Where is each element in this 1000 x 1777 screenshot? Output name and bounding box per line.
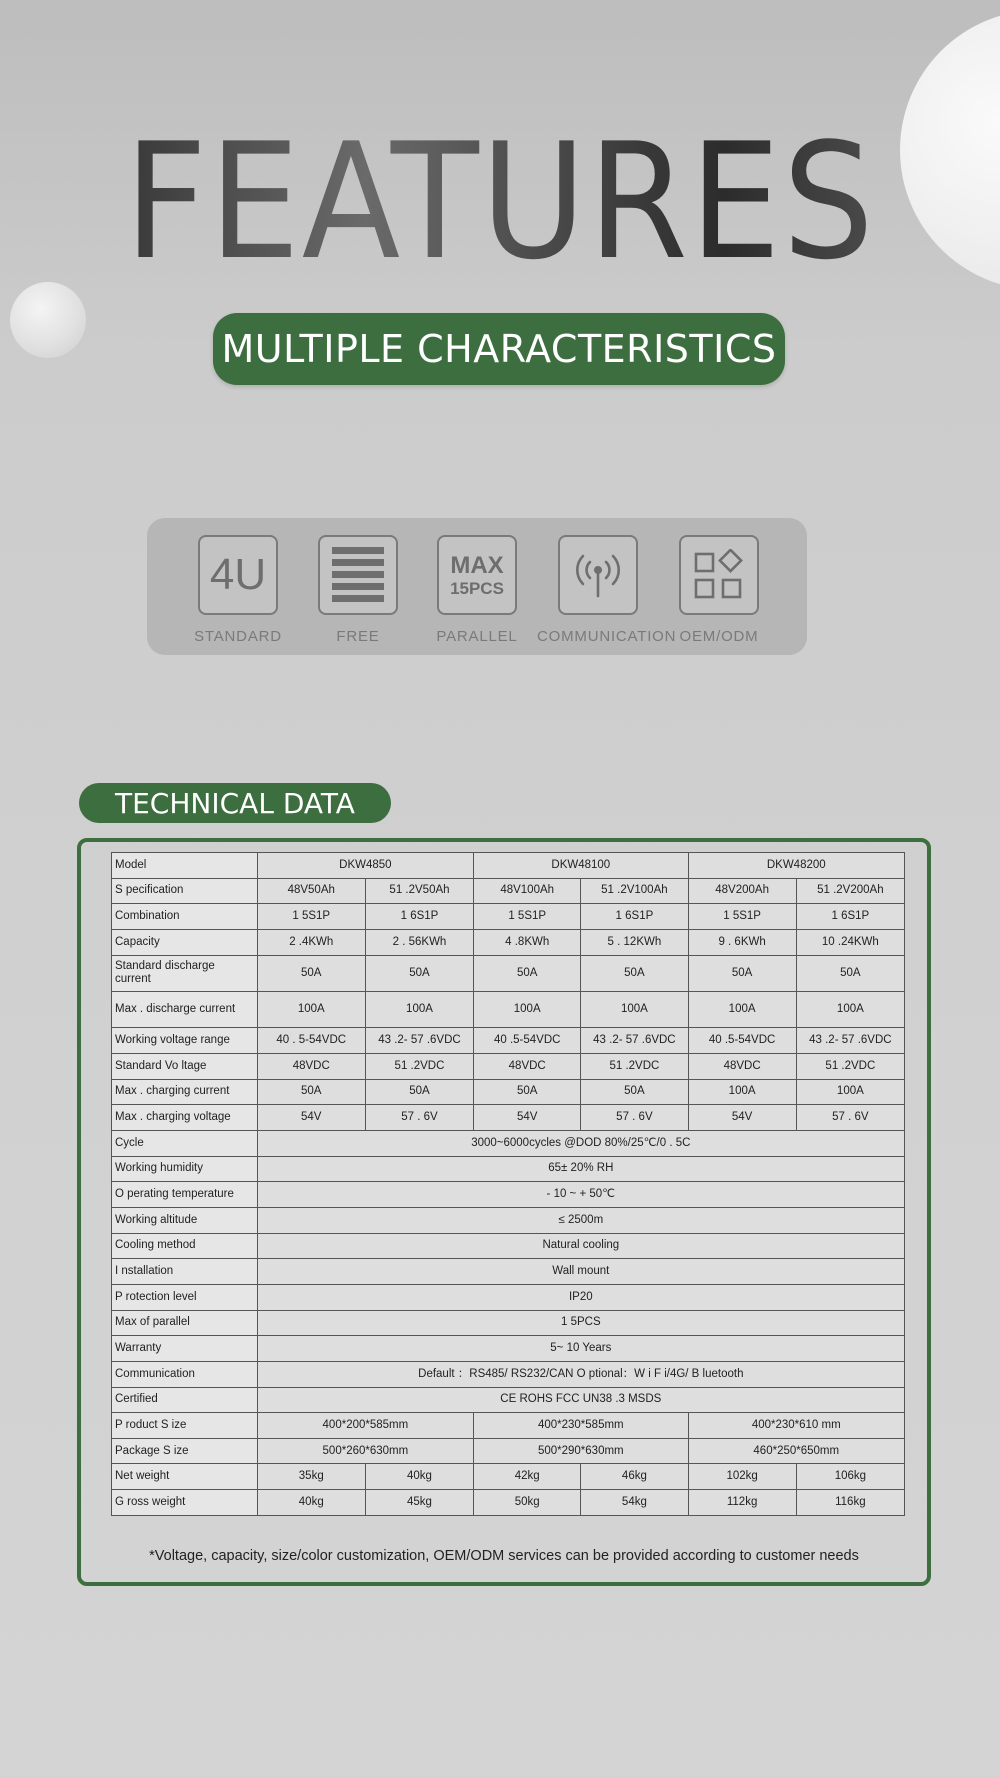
decorative-small-bubble [10, 282, 86, 358]
table-cell: 54kg [581, 1490, 688, 1516]
table-cell: 400*200*585mm [257, 1413, 473, 1439]
model-header-cell: DKW48100 [474, 853, 688, 879]
feature-label: STANDARD [194, 628, 282, 645]
table-cell: 54V [688, 1105, 796, 1131]
table-cell: 100A [474, 991, 581, 1027]
table-cell: 1 6S1P [365, 904, 473, 930]
table-cell: 9 . 6KWh [688, 929, 796, 955]
row-label: Working altitude [112, 1207, 258, 1233]
row-label: S pecification [112, 878, 258, 904]
table-cell: 57 . 6V [581, 1105, 688, 1131]
table-cell: 40 . 5-54VDC [257, 1028, 365, 1054]
table-row [112, 1130, 905, 1156]
table-cell: 500*260*630mm [257, 1438, 473, 1464]
table-row [112, 929, 905, 955]
table-cell: 50A [474, 1079, 581, 1105]
feature-communication [537, 535, 677, 645]
row-label: G ross weight [112, 1490, 258, 1516]
table-cell: 40 .5-54VDC [688, 1028, 796, 1054]
table-cell: 5~ 10 Years [257, 1336, 904, 1362]
table-cell: 48VDC [257, 1053, 365, 1079]
table-row [112, 1361, 905, 1387]
table-cell: 100A [257, 991, 365, 1027]
table-cell: 50A [257, 955, 365, 991]
table-cell: 51 .2V100Ah [581, 878, 688, 904]
table-row [112, 1259, 905, 1285]
table-cell: 46kg [581, 1464, 688, 1490]
table-cell: IP20 [257, 1284, 904, 1310]
max-icon-top-text: MAX [450, 551, 504, 579]
feature-oem-odm [658, 535, 780, 645]
feature-parallel [416, 535, 538, 645]
model-header-cell: DKW48200 [688, 853, 905, 879]
signal-icon [558, 535, 638, 615]
row-label: Capacity [112, 929, 258, 955]
table-cell: 48VDC [688, 1053, 796, 1079]
table-row [112, 1310, 905, 1336]
table-row [112, 1284, 905, 1310]
table-cell: 42kg [474, 1464, 581, 1490]
row-label: O perating temperature [112, 1182, 258, 1208]
table-cell: 102kg [688, 1464, 796, 1490]
row-label: Max . charging current [112, 1079, 258, 1105]
table-cell: 50A [474, 955, 581, 991]
row-label: Combination [112, 904, 258, 930]
table-cell: 1 5S1P [688, 904, 796, 930]
table-cell: Natural cooling [257, 1233, 904, 1259]
feature-standard [177, 535, 299, 645]
features-title: FEATURES [50, 112, 950, 292]
table-cell: 40 .5-54VDC [474, 1028, 581, 1054]
table-cell: 54V [474, 1105, 581, 1131]
table-cell: 40kg [365, 1464, 473, 1490]
table-row [112, 1490, 905, 1516]
table-cell: 43 .2- 57 .6VDC [796, 1028, 904, 1054]
table-cell: 48V200Ah [688, 878, 796, 904]
table-cell: 1 6S1P [581, 904, 688, 930]
table-cell: 100A [796, 1079, 904, 1105]
table-cell: 51 .2V200Ah [796, 878, 904, 904]
table-cell: 400*230*610 mm [688, 1413, 905, 1439]
table-cell: 460*250*650mm [688, 1438, 905, 1464]
table-cell: 51 .2VDC [581, 1053, 688, 1079]
row-label: Cooling method [112, 1233, 258, 1259]
table-row [112, 1156, 905, 1182]
spec-table [111, 852, 905, 1516]
table-cell: 43 .2- 57 .6VDC [365, 1028, 473, 1054]
table-cell: 100A [688, 991, 796, 1027]
table-cell: 50A [688, 955, 796, 991]
table-cell: 116kg [796, 1490, 904, 1516]
feature-free [297, 535, 419, 645]
table-cell: 51 .2V50Ah [365, 878, 473, 904]
table-cell: 100A [796, 991, 904, 1027]
row-label: Max . discharge current [112, 991, 258, 1027]
4u-icon [198, 535, 278, 615]
row-label: Standard Vo ltage [112, 1053, 258, 1079]
table-cell: 43 .2- 57 .6VDC [581, 1028, 688, 1054]
table-cell: 100A [581, 991, 688, 1027]
table-cell: 50A [365, 955, 473, 991]
feature-icons-bar [147, 518, 807, 655]
feature-label: COMMUNICATION [537, 628, 677, 645]
table-cell: 50A [365, 1079, 473, 1105]
table-cell: CE ROHS FCC UN38 .3 MSDS [257, 1387, 904, 1413]
table-cell: 1 6S1P [796, 904, 904, 930]
table-cell: 2 .4KWh [257, 929, 365, 955]
max-icon-bottom-text: 15PCS [450, 578, 504, 598]
table-row [112, 991, 905, 1027]
table-cell: 100A [365, 991, 473, 1027]
table-row [112, 1053, 905, 1079]
table-cell: 48V100Ah [474, 878, 581, 904]
max-icon [437, 535, 517, 615]
table-cell: 45kg [365, 1490, 473, 1516]
table-cell: 51 .2VDC [365, 1053, 473, 1079]
row-label: Max . charging voltage [112, 1105, 258, 1131]
table-row [112, 1438, 905, 1464]
table-row [112, 1207, 905, 1233]
table-cell: Default ：RS485/ RS232/CAN O ptional：W i F i/4G/ B luetooth [257, 1361, 904, 1387]
table-row [112, 1079, 905, 1105]
table-cell: 48V50Ah [257, 878, 365, 904]
shapes-icon [679, 535, 759, 615]
row-label: P roduct S ize [112, 1413, 258, 1439]
row-label: I nstallation [112, 1259, 258, 1285]
table-row [112, 853, 905, 879]
table-cell: ≤ 2500m [257, 1207, 904, 1233]
row-label: Cycle [112, 1130, 258, 1156]
table-cell: 50A [257, 1079, 365, 1105]
table-cell: 54V [257, 1105, 365, 1131]
table-cell: 112kg [688, 1490, 796, 1516]
table-cell: 50A [581, 955, 688, 991]
multiple-characteristics-badge: MULTIPLE CHARACTERISTICS [213, 313, 785, 385]
table-cell: 65± 20% RH [257, 1156, 904, 1182]
table-row [112, 1336, 905, 1362]
4u-icon-text: 4U [209, 550, 267, 599]
table-cell: 40kg [257, 1490, 365, 1516]
stack-icon [318, 535, 398, 615]
table-cell: 2 . 56KWh [365, 929, 473, 955]
row-label: Warranty [112, 1336, 258, 1362]
row-label: Standard discharge current [112, 955, 258, 991]
row-label: Model [112, 853, 258, 879]
feature-label: OEM/ODM [679, 628, 759, 645]
table-cell: Wall mount [257, 1259, 904, 1285]
table-row [112, 1182, 905, 1208]
row-label: Communication [112, 1361, 258, 1387]
table-cell: 1 5S1P [474, 904, 581, 930]
technical-data-badge: TECHNICAL DATA [79, 783, 391, 823]
row-label: Certified [112, 1387, 258, 1413]
table-cell: 10 .24KWh [796, 929, 904, 955]
technical-data-panel [77, 838, 931, 1586]
feature-label: PARALLEL [436, 628, 518, 645]
table-row [112, 878, 905, 904]
table-cell: 50A [581, 1079, 688, 1105]
table-row [112, 1413, 905, 1439]
table-row [112, 1387, 905, 1413]
table-row [112, 1028, 905, 1054]
table-row [112, 1464, 905, 1490]
table-row [112, 1105, 905, 1131]
row-label: Package S ize [112, 1438, 258, 1464]
row-label: Working voltage range [112, 1028, 258, 1054]
table-cell: 51 .2VDC [796, 1053, 904, 1079]
table-cell: 3000~6000cycles @DOD 80%/25℃/0 . 5C [257, 1130, 904, 1156]
table-cell: 1 5S1P [257, 904, 365, 930]
model-header-cell: DKW4850 [257, 853, 473, 879]
table-cell: 100A [688, 1079, 796, 1105]
table-cell: 50kg [474, 1490, 581, 1516]
table-cell: 106kg [796, 1464, 904, 1490]
table-cell: 57 . 6V [365, 1105, 473, 1131]
row-label: Max of parallel [112, 1310, 258, 1336]
row-label: P rotection level [112, 1284, 258, 1310]
row-label: Net weight [112, 1464, 258, 1490]
table-row [112, 1233, 905, 1259]
table-cell: 4 .8KWh [474, 929, 581, 955]
table-cell: 50A [796, 955, 904, 991]
table-row [112, 955, 905, 991]
table-cell: 400*230*585mm [474, 1413, 688, 1439]
table-cell: 500*290*630mm [474, 1438, 688, 1464]
table-cell: 35kg [257, 1464, 365, 1490]
table-cell: 5 . 12KWh [581, 929, 688, 955]
table-cell: 1 5PCS [257, 1310, 904, 1336]
customization-footnote: *Voltage, capacity, size/color customization, OEM/ODM services can be provided according to customer needs [149, 1548, 859, 1564]
feature-label: FREE [336, 628, 380, 645]
table-cell: 48VDC [474, 1053, 581, 1079]
row-label: Working humidity [112, 1156, 258, 1182]
table-cell: - 10 ~ + 50℃ [257, 1182, 904, 1208]
table-row [112, 904, 905, 930]
table-cell: 57 . 6V [796, 1105, 904, 1131]
